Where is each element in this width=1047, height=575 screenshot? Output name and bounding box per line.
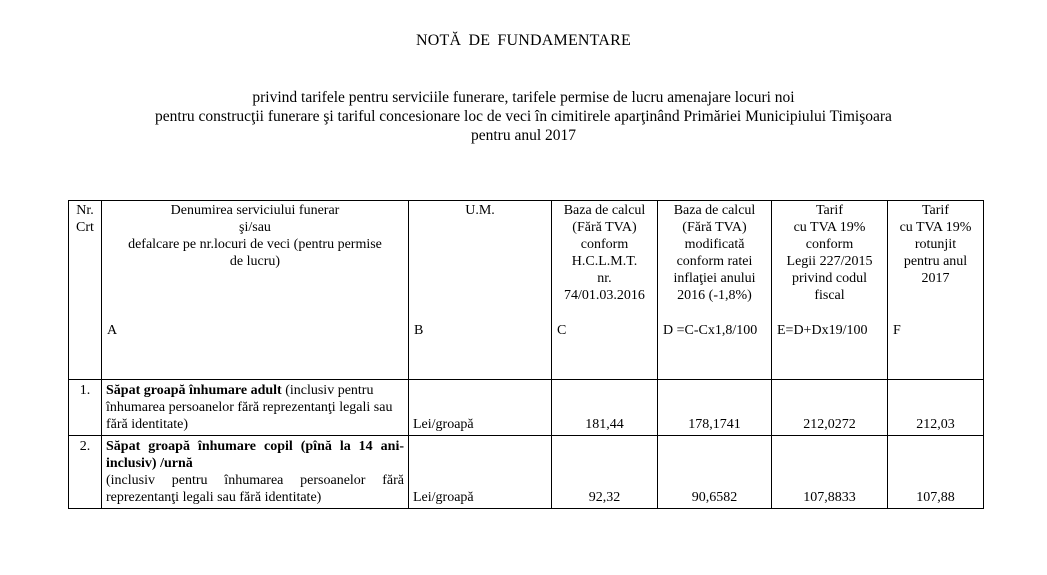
row-base-d: 90,6582 bbox=[658, 436, 772, 509]
header-tariff-f-label: Tarif cu TVA 19% rotunjit pentru anul 2017 bbox=[899, 203, 972, 286]
header-tariff-e-label: Tarif cu TVA 19% conform Legii 227/2015 privind codul fiscal bbox=[786, 203, 873, 303]
header-tariff-e bbox=[772, 201, 888, 380]
header-um bbox=[409, 201, 552, 380]
header-um-label: U.M. bbox=[465, 203, 495, 218]
table-row bbox=[69, 436, 984, 509]
row-um: Lei/groapă bbox=[409, 380, 552, 436]
row-service-name-rest: (inclusiv pentru înhumarea persoanelor fără reprezentanţi legali sau fără identitate) bbox=[106, 383, 393, 432]
header-base-c-code: C bbox=[557, 323, 567, 338]
row-tariff-e: 107,8833 bbox=[772, 436, 888, 509]
row-tariff-f: 107,88 bbox=[888, 436, 984, 509]
subtitle-line-3: pentru anul 2017 bbox=[470, 127, 577, 144]
header-um-code: B bbox=[414, 323, 424, 338]
header-tariff-e-code: E=D+Dx19/100 bbox=[777, 323, 868, 338]
row-service-name-bold: Săpat groapă înhumare copil (pînă la 14 ani-inclusiv) /urnă bbox=[106, 439, 404, 471]
header-base-d bbox=[658, 201, 772, 380]
header-nr bbox=[69, 201, 102, 380]
header-nr-label: Nr. Crt bbox=[76, 203, 94, 235]
row-tariff-f: 212,03 bbox=[888, 380, 984, 436]
row-service-name-bold: Săpat groapă înhumare adult bbox=[106, 383, 282, 398]
header-service-name bbox=[102, 201, 409, 380]
header-base-c-label: Baza de calcul (Fără TVA) conform H.C.L.M.T. nr. 74/01.03.2016 bbox=[563, 203, 646, 303]
document-subtitle bbox=[60, 88, 987, 145]
subtitle-line-1: privind tarifele pentru serviciile funerare, tarifele permise de lucru amenajare locuri noi bbox=[252, 89, 795, 106]
row-base-c: 181,44 bbox=[552, 380, 658, 436]
header-tariff-f bbox=[888, 201, 984, 380]
document-title: NOTĂ DE FUNDAMENTARE bbox=[416, 32, 631, 49]
header-service-name-code: A bbox=[107, 323, 118, 338]
row-service-name-rest: (inclusiv pentru înhumarea persoanelor fără reprezentanţi legali sau fără identitate) bbox=[106, 473, 404, 505]
table-row bbox=[69, 380, 984, 436]
row-tariff-e: 212,0272 bbox=[772, 380, 888, 436]
header-base-c bbox=[552, 201, 658, 380]
row-service-name bbox=[102, 380, 409, 436]
header-service-name-label: Denumirea serviciului funerar şi/sau defalcare pe nr.locuri de veci (pentru permise de lucru) bbox=[128, 203, 382, 269]
tariff-table bbox=[68, 200, 984, 509]
row-service-name bbox=[102, 436, 409, 509]
header-base-d-code: D =C-Cx1,8/100 bbox=[663, 323, 758, 338]
row-base-c: 92,32 bbox=[552, 436, 658, 509]
header-base-d-label: Baza de calcul (Fără TVA) modificată conform ratei inflaţiei anului 2016 (-1,8%) bbox=[673, 203, 756, 303]
table-header-row bbox=[69, 201, 984, 380]
row-um: Lei/groapă bbox=[409, 436, 552, 509]
subtitle-line-2: pentru construcţii funerare şi tariful concesionare loc de veci în cimitirele aparţinând Primăriei Municipiului Timişoara bbox=[155, 108, 892, 125]
row-base-d: 178,1741 bbox=[658, 380, 772, 436]
row-nr: 1. bbox=[69, 380, 102, 436]
header-tariff-f-code: F bbox=[893, 323, 901, 338]
row-nr: 2. bbox=[69, 436, 102, 509]
